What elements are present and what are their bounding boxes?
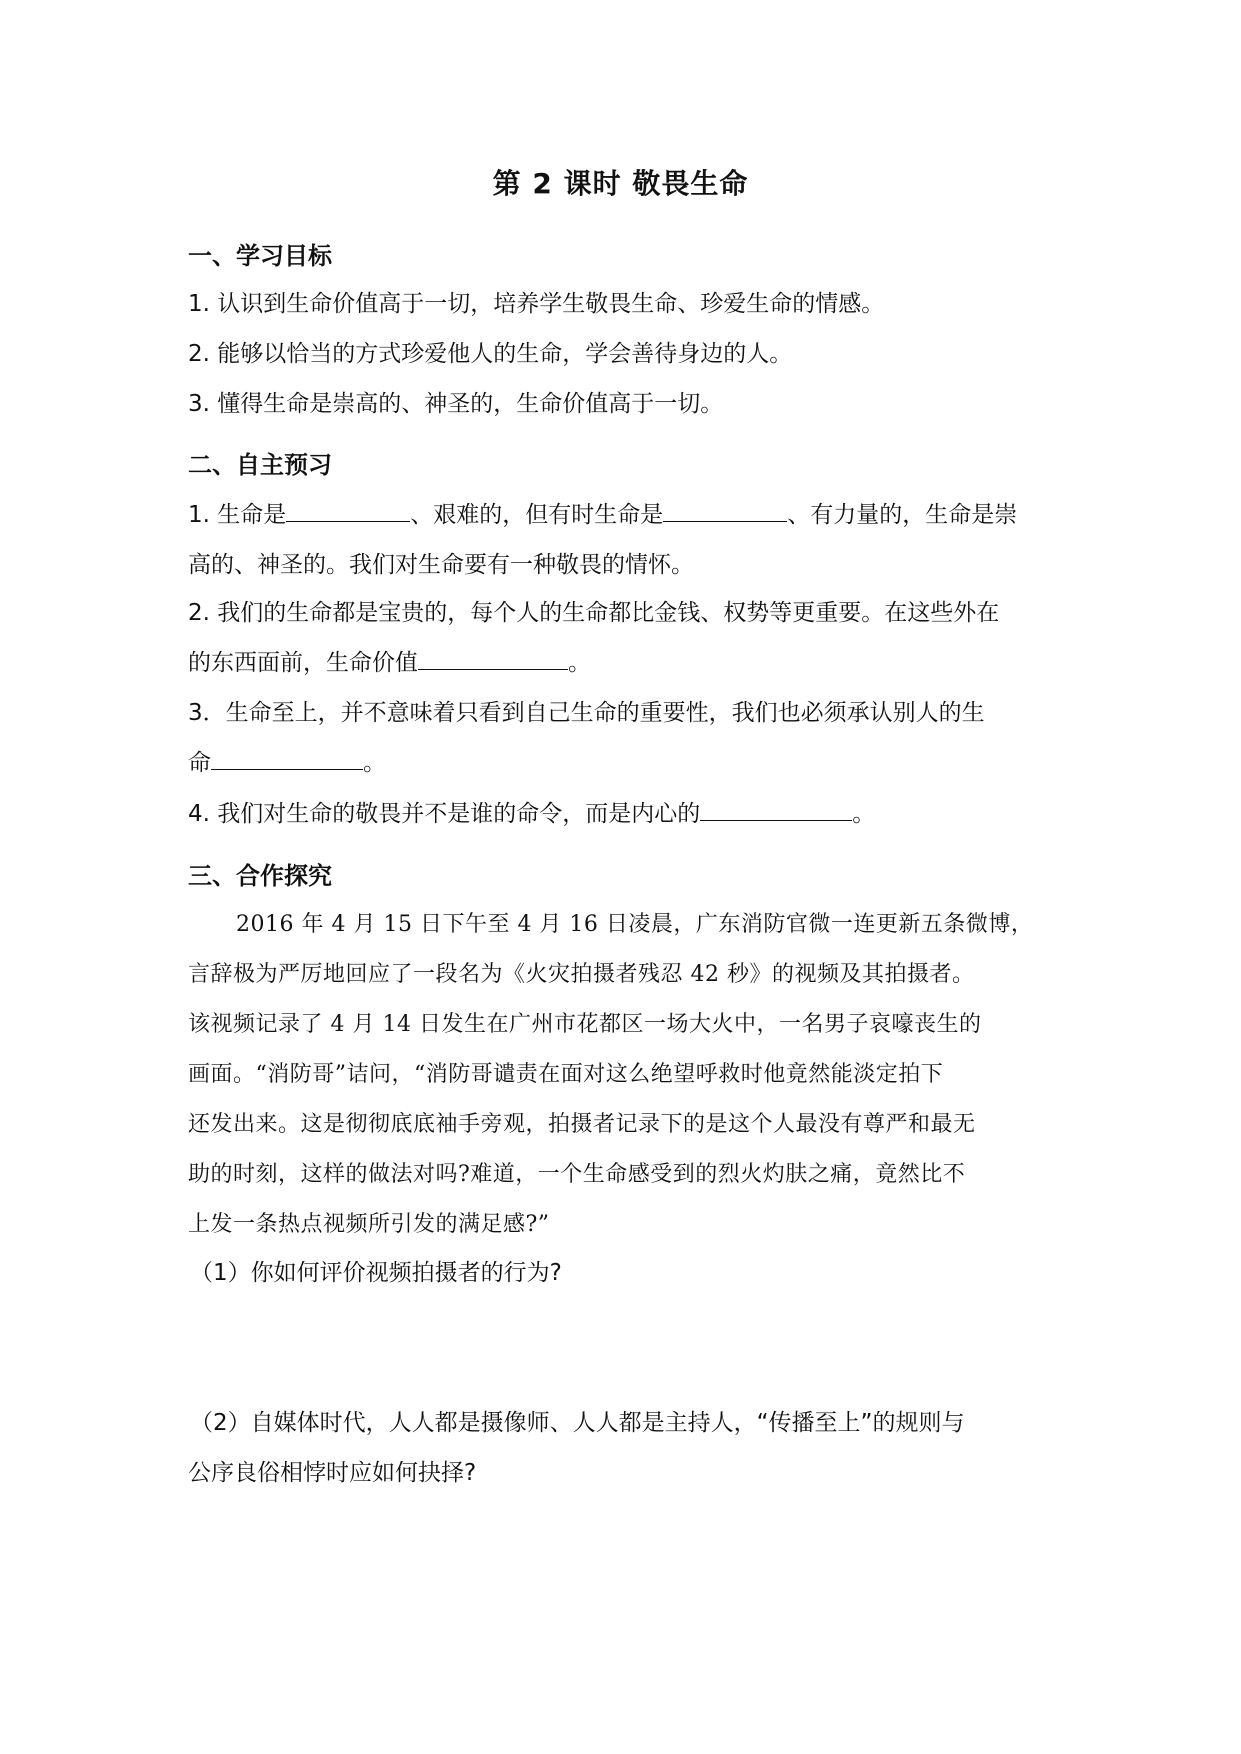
question-text: 高的、神圣的。我们对生命要有一种敬畏的情怀。	[188, 552, 694, 578]
goal-item: 3. 懂得生命是崇高的、神圣的，生命价值高于一切。	[188, 391, 724, 417]
passage-line: 助的时刻，这样的做法对吗?难道，一个生命感受到的烈火灼肤之痛，竟然比不	[188, 1162, 966, 1187]
question-text: 1. 生命是	[188, 502, 287, 528]
question-text: 。	[568, 650, 591, 676]
exploration-question-2: （2）自媒体时代，人人都是摄像师、人人都是主持人，“传播至上”的规则与	[190, 1410, 965, 1436]
preview-question-3: 3．生命至上，并不意味着只看到自己生命的重要性，我们也必须承认别人的生	[188, 700, 985, 726]
preview-question-3-cont	[188, 748, 386, 778]
fill-blank[interactable]	[286, 501, 410, 522]
passage-line: 2016 年 4 月 15 日下午至 4 月 16 日凌晨，广东消防官微一连更新五条微博，	[236, 912, 1034, 937]
exploration-question-1: （1）你如何评价视频拍摄者的行为?	[190, 1260, 562, 1286]
passage-line: 画面。“消防哥”诘问，“消防哥谴责在面对这么绝望呼救时他竟然能淡定拍下	[188, 1062, 944, 1087]
preview-question-4	[188, 799, 875, 829]
passage-line: 上发一条热点视频所引发的满足感?”	[188, 1212, 550, 1237]
page-title: 第 2 课时 敬畏生命	[492, 167, 749, 200]
question-text: 、有力量的，生命是崇	[787, 502, 1018, 528]
preview-question-1	[188, 500, 1017, 530]
fill-blank[interactable]	[663, 501, 787, 522]
preview-question-2: 2. 我们的生命都是宝贵的，每个人的生命都比金钱、权势等更重要。在这些外在	[188, 600, 1000, 626]
fill-blank[interactable]	[700, 800, 852, 821]
passage-line: 言辞极为严厉地回应了一段名为《火灾拍摄者残忍 42 秒》的视频及其拍摄者。	[188, 962, 975, 987]
exploration-question-2-cont: 公序良俗相悖时应如何抉择?	[188, 1460, 477, 1486]
question-text: 、艰难的，但有时生命是	[410, 502, 664, 528]
fill-blank[interactable]	[211, 749, 363, 770]
passage-line: 还发出来。这是彻彻底底袖手旁观，拍摄者记录下的是这个人最没有尊严和最无	[188, 1112, 976, 1137]
question-text: 的东西面前，生命价值	[188, 650, 418, 676]
goal-item: 2. 能够以恰当的方式珍爱他人的生命，学会善待身边的人。	[188, 341, 793, 367]
passage-line: 该视频记录了 4 月 14 日发生在广州市花都区一场大火中，一名男子哀嚎丧生的	[188, 1012, 982, 1037]
question-text: 。	[852, 801, 876, 827]
fill-blank[interactable]	[418, 649, 568, 670]
question-text: 命	[188, 750, 211, 776]
section-heading-preview: 二、自主预习	[188, 451, 332, 479]
preview-question-2-cont	[188, 648, 591, 678]
question-text: 。	[363, 750, 386, 776]
section-heading-learning-goals: 一、学习目标	[188, 242, 332, 270]
goal-item: 1. 认识到生命价值高于一切，培养学生敬畏生命、珍爱生命的情感。	[188, 291, 885, 317]
section-heading-exploration: 三、合作探究	[188, 862, 332, 890]
question-text: 4. 我们对生命的敬畏并不是谁的命令，而是内心的	[188, 801, 701, 827]
